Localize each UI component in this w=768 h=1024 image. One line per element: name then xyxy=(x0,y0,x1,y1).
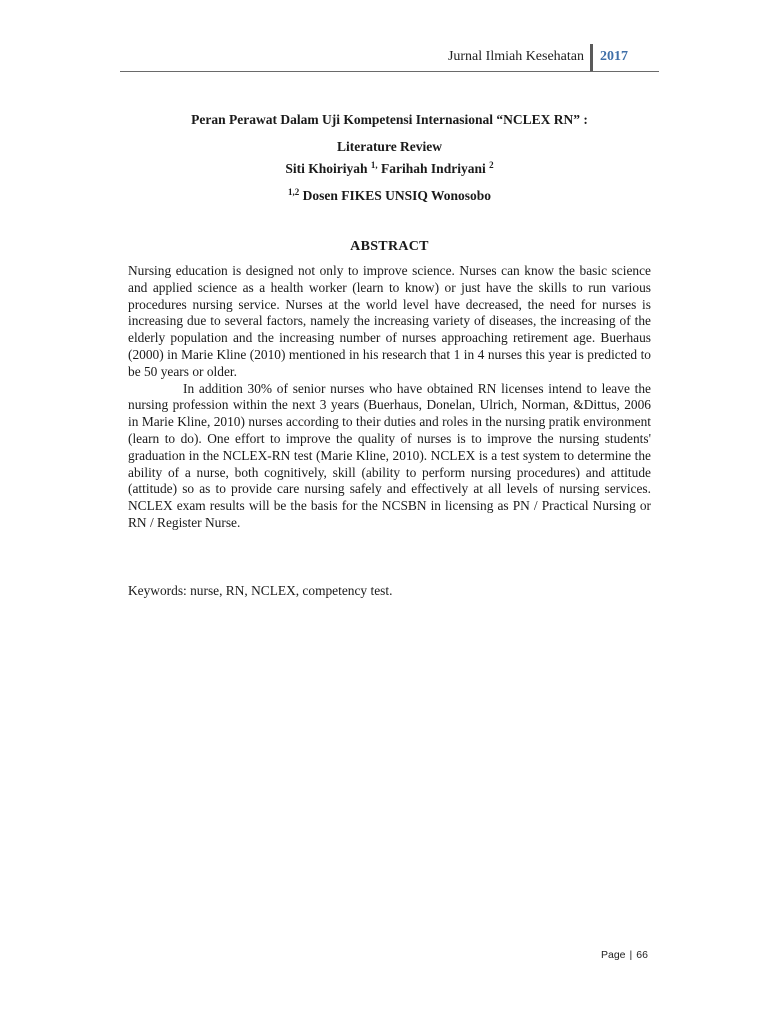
header-rule xyxy=(120,71,659,72)
journal-name: Jurnal Ilmiah Kesehatan xyxy=(447,49,584,64)
page-separator: | xyxy=(629,949,633,961)
abstract-heading: ABSTRACT xyxy=(350,239,429,254)
page-number: 66 xyxy=(636,949,648,961)
author-affiliation-marker: 2 xyxy=(489,160,494,170)
abstract-paragraph: Nursing education is designed not only to improve science. Nurses can know the basic science and applied science as a health worker (learn to know) or just have the skills to run various procedures nursing service. Nurses at the world level have decreased, the need for nurses is increasing due to several factors, namely the increasing variety of diseases, the increasing of the elderly population and the increasing number of nurses approaching retirement age. Buerhaus (2000) in Marie Kline (2010) mentioned in his research that 1 in 4 nurses this year is predicted to be 50 years or older. xyxy=(128,263,651,379)
page-label: Page xyxy=(601,949,626,961)
running-header xyxy=(120,44,659,72)
author-affiliation-marker: 1, xyxy=(370,160,378,170)
affiliation-line xyxy=(128,188,651,204)
author-name: Siti Khoiriyah xyxy=(285,161,371,176)
affiliation-text: Dosen FIKES UNSIQ Wonosobo xyxy=(299,188,492,203)
journal-year: 2017 xyxy=(600,49,628,64)
abstract-paragraph: In addition 30% of senior nurses who have obtained RN licenses intend to leave the nursing profession within the next 3 years (Buerhaus, Donelan, Ulrich, Norman, &Dittus, 2006 in Marie Kline, 2010) nurses according to their duties and roles in the nursing pratik environment (learn to do). One effort to improve the quality of nurses is to improve the nursing students' graduation in the NCLEX-RN test (Marie Kline, 2010). NCLEX is a test system to determine the ability of a nurse, both cognitively, skill (ability to perform nursing procedures) and attitude (attitude) so as to provide care nursing safely and effectively at all levels of nursing services. NCLEX exam results will be the basis for the NCSBN in licensing as PN / Practical Nursing or RN / Register Nurse. xyxy=(128,380,651,530)
page-footer xyxy=(601,949,648,961)
paper-title: Peran Perawat Dalam Uji Kompetensi Internasional “NCLEX RN” : xyxy=(191,112,588,127)
keywords: Keywords: nurse, RN, NCLEX, competency test. xyxy=(128,583,393,598)
author-name: Farihah Indriyani xyxy=(377,161,490,176)
abstract-body xyxy=(128,263,651,532)
header-divider xyxy=(590,44,593,72)
paper-subtitle: Literature Review xyxy=(336,139,443,154)
affiliation-marker: 1,2 xyxy=(287,187,300,197)
author-line xyxy=(128,161,651,177)
